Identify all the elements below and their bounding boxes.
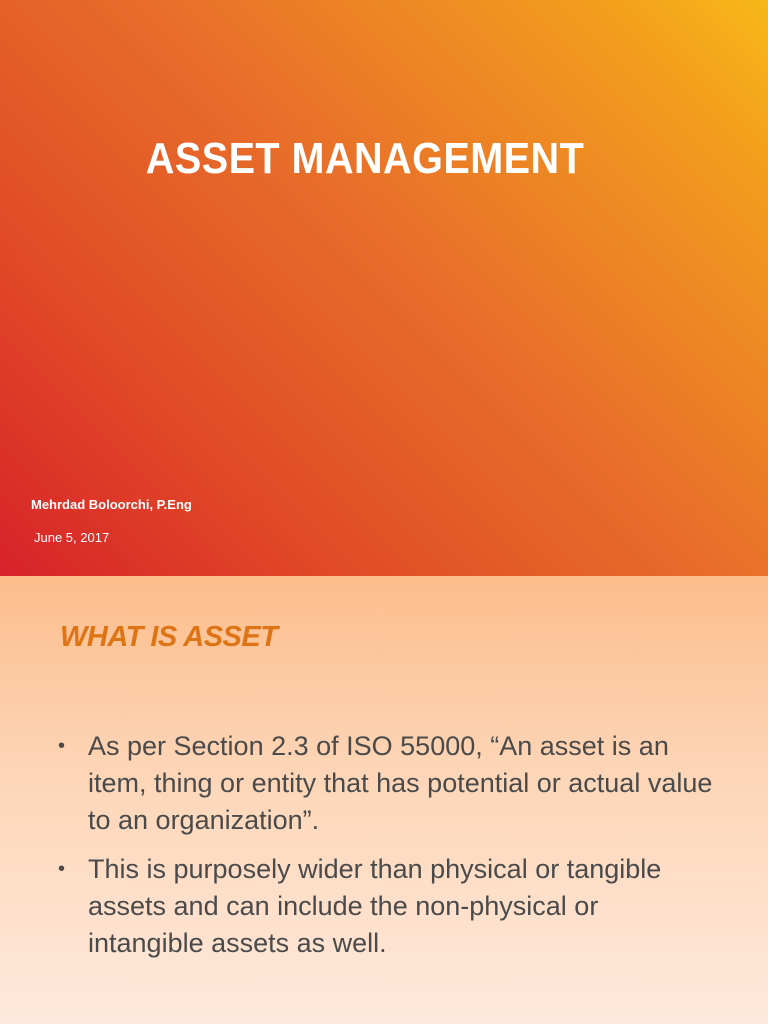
bullet-item	[58, 851, 718, 962]
content-slide	[0, 576, 768, 1024]
slide-heading: WHAT IS ASSET	[60, 621, 278, 653]
bullet-list	[58, 728, 718, 974]
bullet-text: This is purposely wider than physical or tangible assets and can include the non-physical or intangible assets as well.	[88, 854, 662, 958]
bullet-item	[58, 728, 718, 839]
presentation-date: June 5, 2017	[34, 530, 110, 545]
bullet-icon: •	[58, 735, 66, 757]
bullet-text: As per Section 2.3 of ISO 55000, “An asset is an item, thing or entity that has potential or actual value to an organization”.	[88, 731, 713, 835]
author-name: Mehrdad Boloorchi, P.Eng	[31, 497, 192, 512]
bullet-icon: •	[58, 858, 66, 880]
slide-title: ASSET MANAGEMENT	[145, 134, 585, 183]
